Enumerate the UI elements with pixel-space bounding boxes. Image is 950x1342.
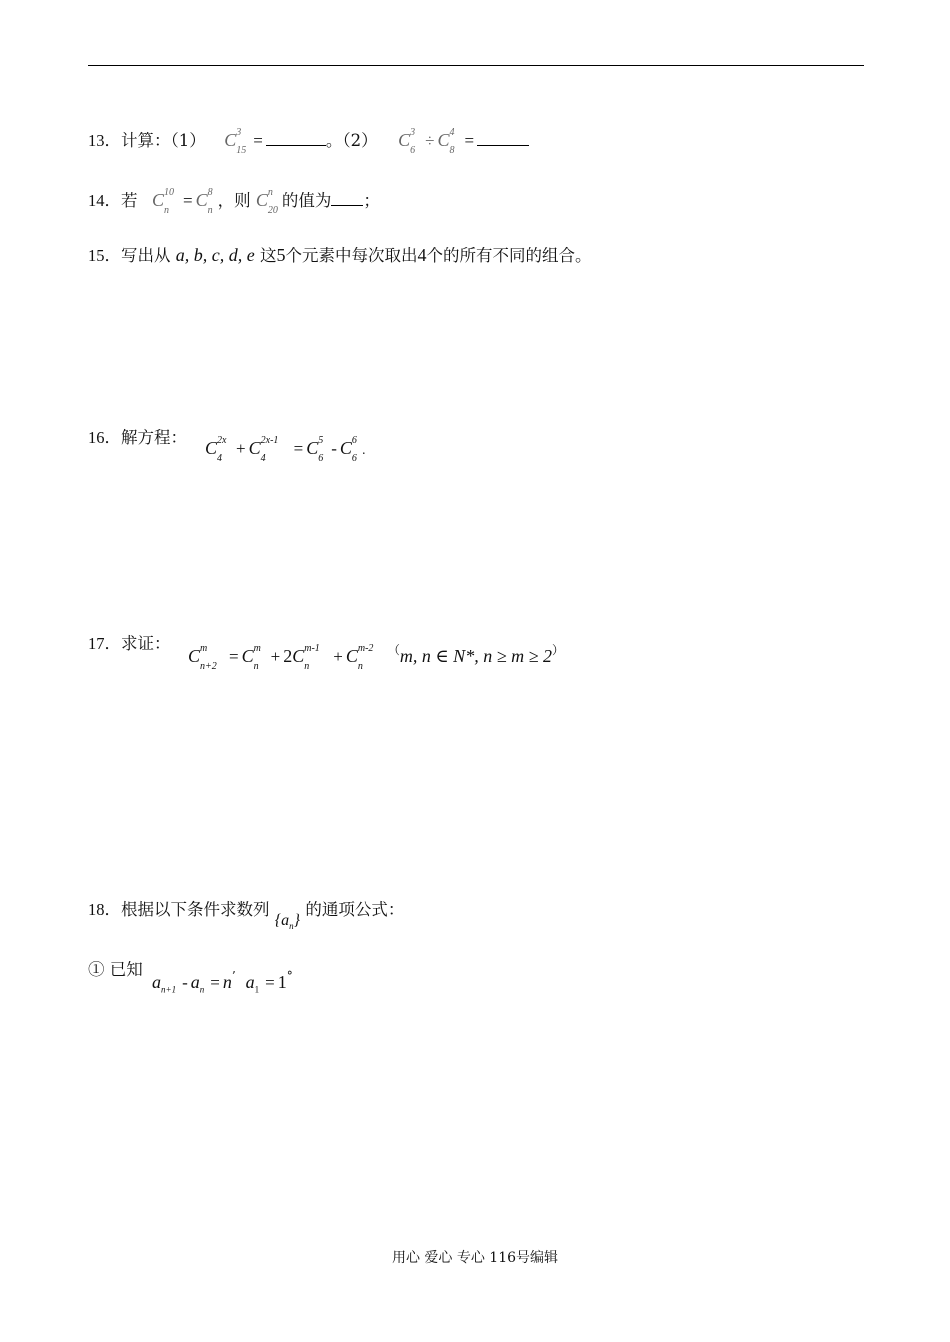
question-number: 13． [88, 131, 121, 150]
question-16 [88, 428, 187, 448]
combination-cn2-m: C m n+2 [188, 643, 217, 672]
equals-sign-2: = [464, 131, 475, 150]
question-number: 15． [88, 246, 121, 265]
question-text-2: 个元素中每次取出 [285, 246, 418, 265]
combination-cn-m-2: C m-2 n [345, 643, 374, 672]
header-rule [88, 65, 864, 66]
question-number: 17． [88, 634, 121, 653]
combination-c20-n: C n 20 [255, 187, 278, 216]
count-five: 5 [276, 245, 286, 265]
question-suffix: 个的所有不同的组合。 [426, 246, 592, 265]
question-17 [88, 634, 171, 654]
question-18 [88, 900, 405, 932]
question-text-1: 这 [259, 246, 277, 265]
combination-cn-8: C 8 n [195, 187, 213, 216]
question-number: 18． [88, 900, 121, 919]
combination-c15-3: C 3 15 [224, 127, 247, 156]
question-number: 16． [88, 428, 121, 447]
question-label: 求证： [121, 634, 171, 653]
question-prefix: 根据以下条件求数列 [121, 900, 270, 919]
condition-text: m, n ∈ N*, n ≥ m ≥ 2 [399, 646, 552, 666]
part-2-label: 。（2） [325, 131, 378, 150]
divide-sign: ÷ [425, 131, 435, 150]
count-four: 4 [417, 245, 427, 265]
combination-c6-5: C 5 6 [306, 435, 324, 464]
question-15 [88, 245, 591, 266]
combination-cn-m: C m n [241, 643, 261, 672]
answer-blank-1 [266, 143, 326, 146]
equation-16: C 2x 4 + C 2x-1 4 = C 5 6 - C 6 6 . [205, 435, 366, 464]
combination-cn-10: C 10 n [152, 187, 175, 216]
combination-c8-4: C 4 8 [437, 127, 455, 156]
item-1-equation: $a_{n+1} - a_n = n^’$ $a_1 = 1^\circ$ [152, 969, 293, 995]
element-variables: a, b, c, d, e [175, 245, 255, 265]
item-1-label-row [88, 960, 143, 980]
combination-c4-2x: C 2x 4 [205, 435, 227, 464]
question-label: 计算：（1） [121, 131, 206, 150]
question-end: ； [363, 191, 380, 210]
combination-c6-6: C 6 6 [339, 435, 357, 464]
answer-blank-2 [477, 143, 529, 146]
answer-blank [331, 203, 363, 206]
combination-c6-3: C 3 6 [398, 127, 416, 156]
equals-sign: = [253, 131, 263, 150]
question-prefix: 若 [121, 191, 138, 210]
item-1-label: ① 已知 [88, 960, 143, 979]
question-number: 14． [88, 191, 121, 210]
question-label: 解方程： [121, 428, 187, 447]
equation-17: C m n+2 = C m n + 2C m-1 n + C m-2 n （m, n ∈ N*, n ≥ m ≥ 2） [188, 643, 564, 672]
page-footer: 用心 爱心 专心 116号编辑 [391, 1250, 559, 1266]
combination-cn-m-1: C m-1 n [292, 643, 320, 672]
question-suffix: 的通项公式： [305, 900, 405, 919]
question-13 [88, 127, 529, 156]
combination-c4-2x-1: C 2x-1 4 [248, 435, 279, 464]
question-prefix: 写出从 [121, 246, 171, 265]
sequence-an: $\{a_n\}$ [274, 912, 301, 932]
question-mid: ，则 [217, 191, 251, 210]
question-suffix: 的值为 [281, 191, 332, 210]
question-14: 14．若 C 10 n = C 8 n ，则 C n 20 的值为 ； [88, 187, 380, 216]
